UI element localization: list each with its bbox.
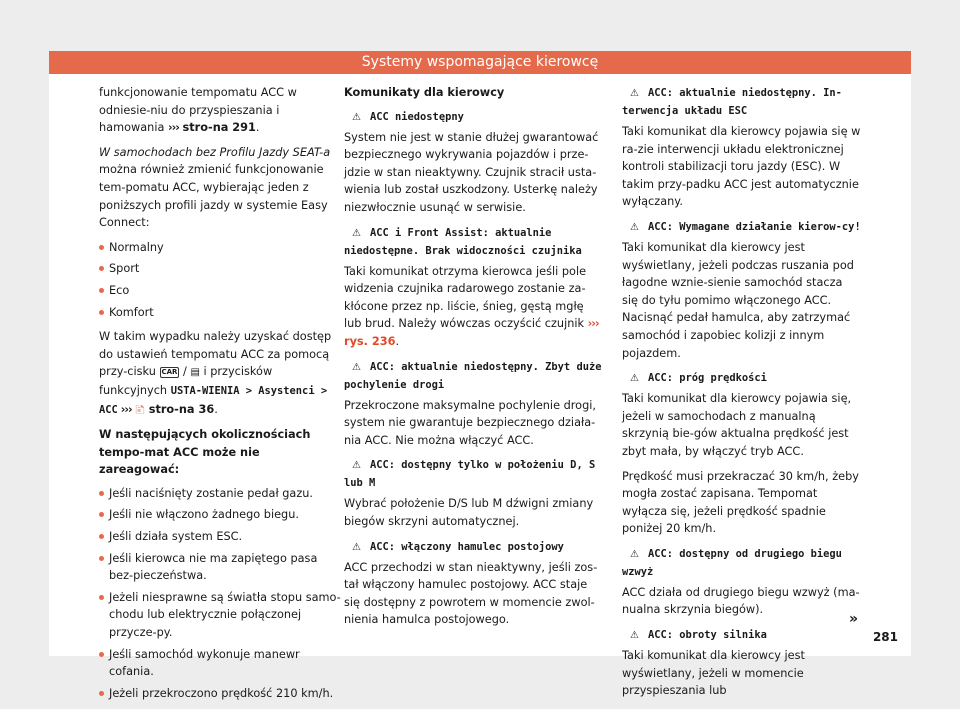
warning-triangle-icon: ⚠ <box>630 548 639 560</box>
bullet-icon <box>99 652 104 657</box>
column-1 <box>99 84 341 709</box>
list-item: Jeśli samochód wykonuje manewr cofania. <box>99 646 341 681</box>
message-description: ACC działa od drugiego biegu wzwyż (ma-nualna skrzynia biegów). <box>622 585 860 617</box>
bullet-icon <box>99 310 104 315</box>
message-description: Wybrać położenie D/S lub M dźwigni zmiany biegów skrzyni automatycznej. <box>344 497 594 528</box>
warning-triangle-icon: ⚠ <box>352 541 361 553</box>
bullet-icon <box>99 288 104 293</box>
menu-path: USTA-WIENIA > Asystenci > ACC <box>99 384 328 416</box>
message-description: Przekroczone maksymalne pochylenie drogi, system nie gwarantuje bezpiecznego działa-nia ACC. Nie można włączyć ACC. <box>344 398 596 447</box>
message-title: ⚠ ACC: dostępny od drugiego biegu wzwyż <box>622 547 842 578</box>
message-title: ⚠ ACC: aktualnie niedostępny. In-terwencja układu ESC <box>622 87 842 117</box>
bullet-icon <box>99 245 104 250</box>
message-description: Taki komunikat otrzyma kierowca jeśli pole widzenia czujnika radarowego zostanie za-kłócone przez np. liście, śnieg, gęstą mgłę lub brud. Należy wówczas oczyścić czujnik ››› rys. 236. <box>344 264 599 348</box>
list-item: Jeśli nie włączono żadnego biegu. <box>99 506 341 524</box>
page-header-title: Systemy wspomagające kierowcę <box>361 54 599 70</box>
paragraph-profiles: W samochodach bez Profilu Jazdy SEAT-a można również zmienić funkcjonowanie tem-pomatu ACC, wybierając jeden z poniższych profili jazdy w systemie Easy Connect: <box>99 145 331 230</box>
column-2 <box>344 84 602 636</box>
list-item: Jeżeli przekroczono prędkość 210 km/h. <box>99 685 341 703</box>
list-item: Normalny <box>99 239 341 257</box>
cross-ref-link[interactable]: stro-na 36 <box>144 402 215 416</box>
warning-triangle-icon: ⚠ <box>630 373 639 385</box>
document-ref-icon: 🗈 <box>135 402 145 418</box>
cross-ref-arrows: ››› <box>117 402 132 416</box>
bullet-icon <box>99 691 104 696</box>
message-title: ⚠ ACC: obroty silnika <box>622 626 862 644</box>
manual-page <box>49 51 911 700</box>
warning-triangle-icon: ⚠ <box>352 460 361 472</box>
section-heading: W następujących okolicznościach tempo-mat ACC może nie zareagować: <box>99 428 311 477</box>
menu-button-icon: ▤ <box>190 367 200 379</box>
message-description: Taki komunikat dla kierowcy jest wyświetlany, jeżeli podczas ruszania pod łagodne wznie-sienie samochód stacza się do tyłu pomimo włączonego ACC. Nacisnąć pedał hamulca, aby zatrzymać samochód i zapobiec kolizji z innym pojazdem. <box>622 240 854 360</box>
paragraph-intro: funkcjonowanie tempomatu ACC w odniesie-niu do przyspieszania i hamowania ››› stro-na 291. <box>99 86 297 135</box>
bullet-icon <box>99 595 104 600</box>
column-3 <box>622 84 862 707</box>
message-title: ⚠ ACC: aktualnie niedostępny. Zbyt duże pochylenie drogi <box>344 360 602 391</box>
warning-triangle-icon: ⚠ <box>630 88 639 99</box>
warning-triangle-icon: ⚠ <box>630 221 639 233</box>
cross-ref-arrows: ››› <box>167 121 179 135</box>
message-description: Prędkość musi przekraczać 30 km/h, żeby mogła zostać zapisana. Tempomat wyłącza się, jeżeli prędkość spadnie poniżej 20 km/h. <box>622 469 859 536</box>
bullet-icon <box>99 491 104 496</box>
list-item: Sport <box>99 260 341 278</box>
warning-triangle-icon: ⚠ <box>352 111 361 123</box>
figure-ref-link[interactable]: rys. 236 <box>344 334 396 348</box>
car-button-icon: CAR <box>161 368 178 377</box>
message-title: ⚠ ACC i Front Assist: aktualnie niedostępne. Brak widoczności czujnika <box>344 226 582 257</box>
bullet-icon <box>99 266 104 271</box>
page-number: 281 <box>872 630 898 644</box>
message-title: ⚠ ACC: Wymagane działanie kierow-cy! <box>622 218 862 236</box>
bullet-icon <box>99 512 104 517</box>
paragraph-settings: W takim wypadku należy uzyskać dostęp do ustawień tempomatu ACC za pomocą przy-cisku CAR / ▤ i przycisków funkcyjnych USTA-WIENIA > Asystenci > ACC ››› 🗈 stro-na 36. <box>99 330 332 418</box>
list-item: Jeśli naciśnięty zostanie pedał gazu. <box>99 485 341 503</box>
list-item: Jeśli działa system ESC. <box>99 528 341 546</box>
profile-list <box>99 239 341 321</box>
message-title: ⚠ ACC: dostępny tylko w położeniu D, S lub M <box>344 459 596 490</box>
page-header <box>49 51 911 74</box>
bullet-icon <box>99 556 104 561</box>
warning-triangle-icon: ⚠ <box>352 227 361 239</box>
message-description: Taki komunikat dla kierowcy pojawia się w ra-zie interwencji układu elektronicznej kontroli stabilizacji toru jazdy (ESC). W takim przy-padku ACC jest automatycznie wyłączany. <box>622 125 861 209</box>
message-description: Taki komunikat dla kierowcy jest wyświetlany, jeżeli w momencie przyspieszania lub <box>622 649 805 698</box>
message-description: ACC przechodzi w stan nieaktywny, jeśli zos-tał włączony hamulec postojowy. ACC staje się dostępny z powrotem w momencie zwol-nienia hamulca postojowego. <box>344 560 598 627</box>
cross-ref-link[interactable]: stro-na 291 <box>182 121 256 135</box>
bullet-icon <box>99 534 104 539</box>
message-title: ⚠ ACC niedostępny <box>344 108 602 126</box>
message-description: Taki komunikat dla kierowcy pojawia się, jeżeli w samochodach z manualną skrzynią bie-gów aktualna prędkość jest zbyt mała, by włączyć tryb ACC. <box>622 392 852 458</box>
cross-ref-arrows: ››› <box>587 317 599 331</box>
section-heading: Komunikaty dla kierowcy <box>344 86 505 99</box>
warning-triangle-icon: ⚠ <box>630 630 639 642</box>
continue-mark: » <box>849 611 859 627</box>
conditions-list <box>99 485 341 703</box>
list-item: Eco <box>99 282 341 300</box>
list-item: Jeżeli niesprawne są światła stopu samo-chodu lub elektrycznie połączonej przycze-py. <box>99 589 341 642</box>
message-title: ⚠ ACC: włączony hamulec postojowy <box>344 538 602 556</box>
list-item: Komfort <box>99 304 341 322</box>
message-description: System nie jest w stanie dłużej gwarantować bezpiecznego wykrywania pojazdów i prze-jdzie w stan nieaktywny. Czujnik stracił usta-wienia lub został uszkodzony. Usterkę należy niezwłocznie usunąć w serwisie. <box>344 130 599 214</box>
list-item: Jeśli kierowca nie ma zapiętego pasa bez-pieczeństwa. <box>99 550 341 585</box>
message-title: ⚠ ACC: próg prędkości <box>622 369 862 387</box>
warning-triangle-icon: ⚠ <box>352 361 361 373</box>
